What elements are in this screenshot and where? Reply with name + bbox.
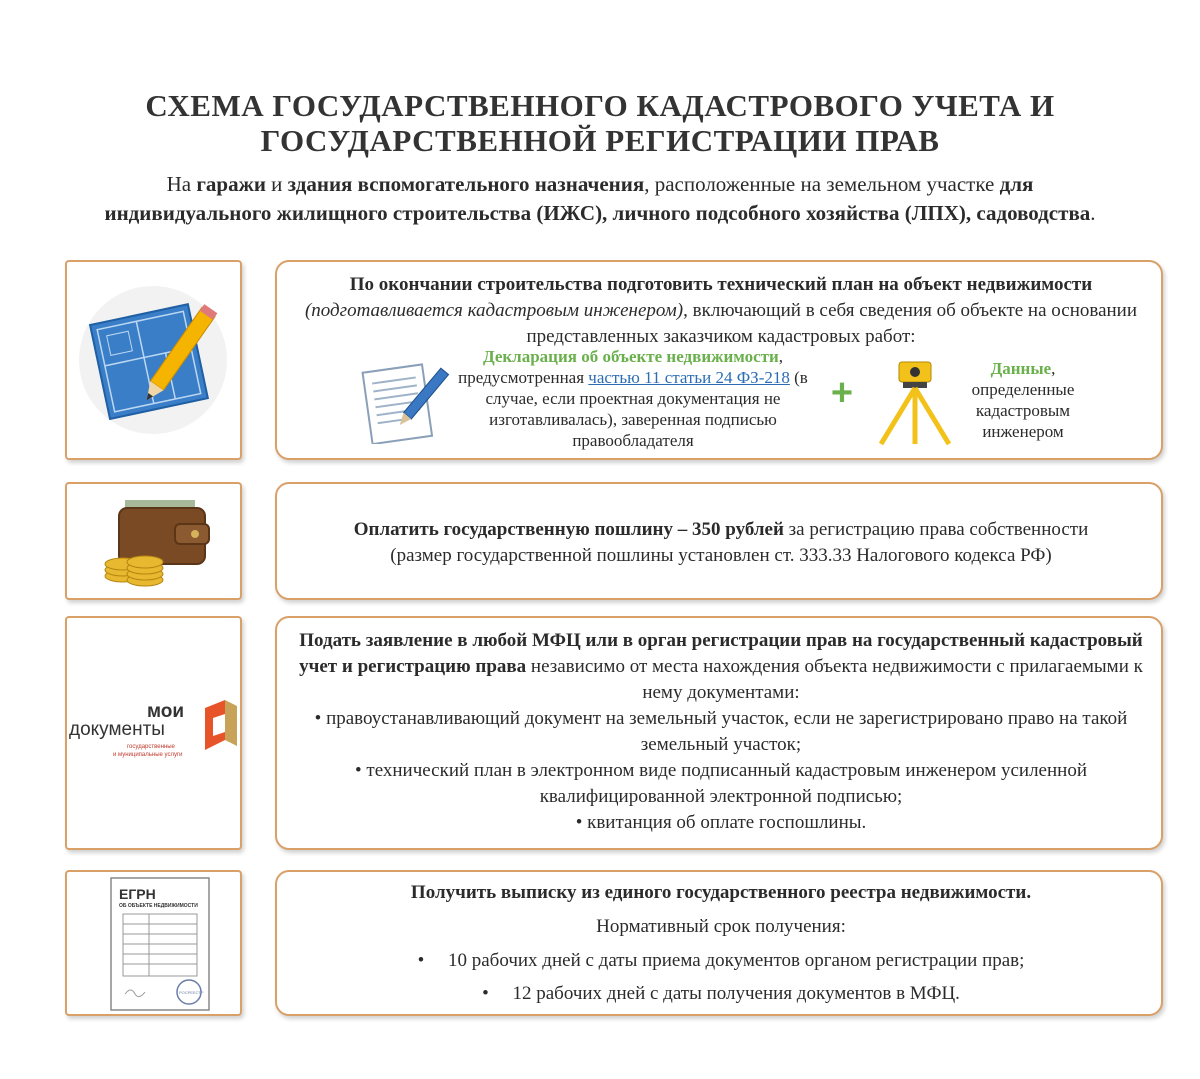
subtitle-text: На — [166, 172, 197, 196]
step1-text: , включающий в себя сведения об объекте на основании представленных заказчиком кадастровых работ: — [526, 300, 1138, 347]
step2-text — [287, 517, 1155, 569]
step1-icon-box — [65, 260, 242, 460]
declaration-text: (в случае, если проектная документация не изготавливалась), заверенная подписью правообладателя — [485, 368, 808, 450]
step3-icon-box — [65, 616, 242, 850]
step4-bullet-1 — [287, 948, 1155, 974]
step2-icon-box — [65, 482, 242, 600]
step4-bullet-text: 12 рабочих дней с даты получения документов в МФЦ. — [512, 983, 960, 1004]
page-subtitle — [90, 170, 1110, 228]
title-line-2: ГОСУДАРСТВЕННОЙ РЕГИСТРАЦИИ ПРАВ — [260, 123, 940, 158]
step4-title: Получить выписку из единого государственного реестра недвижимости. — [410, 882, 1032, 903]
step1-intro — [297, 272, 1145, 350]
step3-bold: Подать заявление в любой МФЦ или в орган регистрации прав на государственный кадастровый учет и регистрацию права — [299, 630, 1143, 677]
theodolite-tripod-icon — [873, 358, 957, 448]
step4-bullet-text: 10 рабочих дней с даты приема документов органом регистрации прав; — [447, 950, 1025, 971]
subtitle-bold: здания вспомогательного назначения — [287, 172, 645, 196]
engineer-data-block — [953, 358, 1093, 442]
bullet-mark: • — [482, 983, 489, 1004]
step3-text — [285, 628, 1157, 836]
subtitle-bold: гаражи — [196, 172, 266, 196]
step2-text-main: за регистрацию права собственности — [783, 519, 1089, 540]
subtitle-text: , расположенные на земельном участке — [644, 172, 1000, 196]
step4-box — [275, 870, 1163, 1016]
step1-bold: По окончании строительства подготовить технический план на объект недвижимости — [349, 274, 1093, 295]
step2-bold: Оплатить государственную пошлину – 350 рублей — [353, 519, 784, 540]
logo-word-2: документы — [69, 719, 165, 740]
subtitle-bold: для индивидуального жилищного строительства (ИЖС), личного подсобного хозяйства (ЛПХ), садоводства — [104, 172, 1091, 225]
logo-sub-1: государственные — [127, 744, 175, 750]
step4-bullet-2 — [287, 981, 1155, 1007]
page-title — [0, 88, 1200, 158]
egrn-subtitle: ОБ ОБЪЕКТЕ НЕДВИЖИМОСТИ — [119, 903, 198, 909]
step1-italic: (подготавливается кадастровым инженером) — [304, 300, 684, 321]
document-pen-icon — [359, 362, 451, 444]
step1-box — [275, 260, 1163, 460]
engineer-data-title: Данные — [990, 359, 1052, 378]
declaration-title: Декларация об объекте недвижимости — [482, 347, 779, 366]
plus-icon: + — [830, 372, 854, 414]
step3-bullet: • квитанция об оплате госпошлины. — [575, 812, 867, 833]
declaration-block — [453, 346, 813, 451]
egrn-stamp: РОСРЕЕСТР — [179, 990, 204, 995]
wallet-coins-icon — [67, 484, 240, 598]
egrn-title: ЕГРН — [119, 886, 156, 902]
step3-bullet: • правоустанавливающий документ на земельный участок, если не зарегистрировано право на такой земельный участок; — [314, 708, 1128, 755]
subtitle-text: и — [265, 172, 288, 196]
step2-note: (размер государственной пошлины установлен ст. 333.33 Налогового кодекса РФ) — [390, 545, 1052, 566]
title-line-1: СХЕМА ГОСУДАРСТВЕННОГО КАДАСТРОВОГО УЧЕТА И — [145, 88, 1055, 123]
step2-box — [275, 482, 1163, 600]
bullet-mark: • — [417, 950, 425, 971]
engineer-data-text: , определенные кадастровым инженером — [971, 359, 1075, 441]
step3-bullet: • технический план в электронном виде подписанный кадастровым инженером усиленной квалифицированной электронной подписью; — [354, 760, 1087, 807]
logo-word-1: мои — [147, 701, 185, 722]
mfc-mark-icon — [201, 700, 239, 754]
step4-subtitle: Нормативный срок получения: — [596, 916, 846, 937]
moi-dokumenty-logo — [67, 702, 240, 772]
step4-icon-box — [65, 870, 242, 1016]
blueprint-pencil-icon — [67, 262, 240, 458]
step3-box — [275, 616, 1163, 850]
declaration-text: , предусмотренная — [458, 347, 784, 387]
subtitle-text: . — [1090, 201, 1096, 225]
step3-intro: независимо от места нахождения объекта недвижимости с прилагаемыми к нему документами: — [526, 656, 1143, 703]
logo-sub-2: и муниципальные услуги — [113, 752, 183, 758]
law-link[interactable]: частью 11 статьи 24 ФЗ-218 — [588, 368, 790, 387]
